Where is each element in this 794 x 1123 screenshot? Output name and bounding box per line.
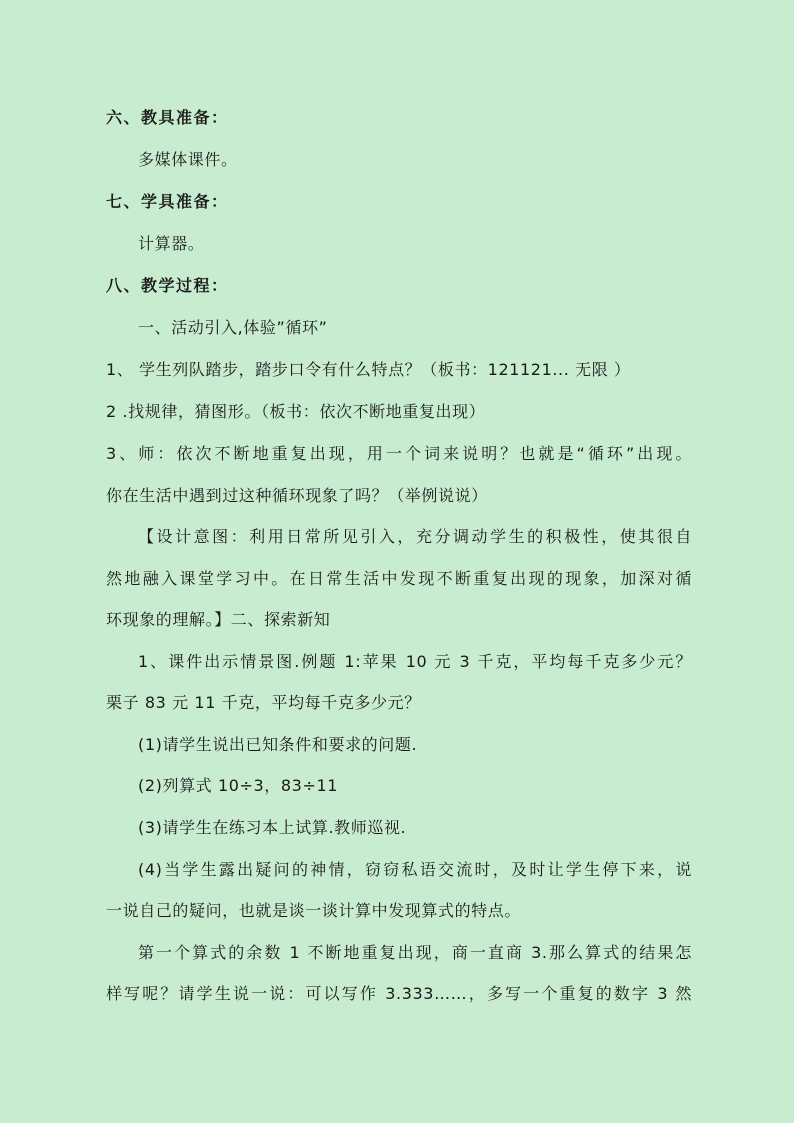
student-tools-content: 计算器。 [138,234,205,253]
heading-teaching-process: 八、教学过程： [106,276,229,295]
process-item-1: 1、 学生列队踏步，踏步口令有什么特点？（板书：121121... 无限 ） [106,360,631,379]
design-intent-line-3: 环现象的理解。】二、探索新知 [106,610,331,629]
example-line-1: 1、课件出示情景图.例题 1:苹果 10 元 3 千克，平均每千克多少元？ [138,652,692,671]
step-4-line-1: (4)当学生露出疑问的神情，窃窃私语交流时，及时让学生停下来，说 [138,860,692,879]
step-2: (2)列算式 10÷3，83÷11 [138,776,339,795]
heading-teaching-aids: 六、教具准备： [106,108,229,127]
process-item-3-line-1: 3、师：依次不断地重复出现，用一个词来说明？也就是“循环”出现。 [106,444,692,463]
teaching-aids-content: 多媒体课件。 [138,150,238,169]
design-intent-line-2: 然地融入课堂学习中。在日常生活中发现不断重复出现的现象，加深对循 [106,569,692,588]
step-1: (1)请学生说出已知条件和要求的问题. [138,735,418,754]
heading-student-tools: 七、学具准备： [106,192,229,211]
paragraph-line-2: 样写呢？请学生说一说：可以写作 3.333……，多写一个重复的数字 3 然 [106,984,692,1003]
design-intent-line-1: 【设计意图：利用日常所见引入，充分调动学生的积极性，使其很自 [138,527,692,546]
step-4-line-2: 一说自己的疑问，也就是谈一谈计算中发现算式的特点。 [106,901,522,920]
process-item-2: 2 .找规律，猜图形。（板书：依次不断地重复出现） [106,402,486,421]
example-line-2: 栗子 83 元 11 千克，平均每千克多少元？ [106,693,421,712]
process-item-3-line-2: 你在生活中遇到过这种循环现象了吗？（举例说说） [106,486,488,505]
subheading-activity-intro: 一、活动引入,体验”循环” [138,318,328,337]
step-3: (3)请学生在练习本上试算.教师巡视. [138,818,407,837]
paragraph-line-1: 第一个算式的余数 1 不断地重复出现，商一直商 3.那么算式的结果怎 [138,943,692,962]
